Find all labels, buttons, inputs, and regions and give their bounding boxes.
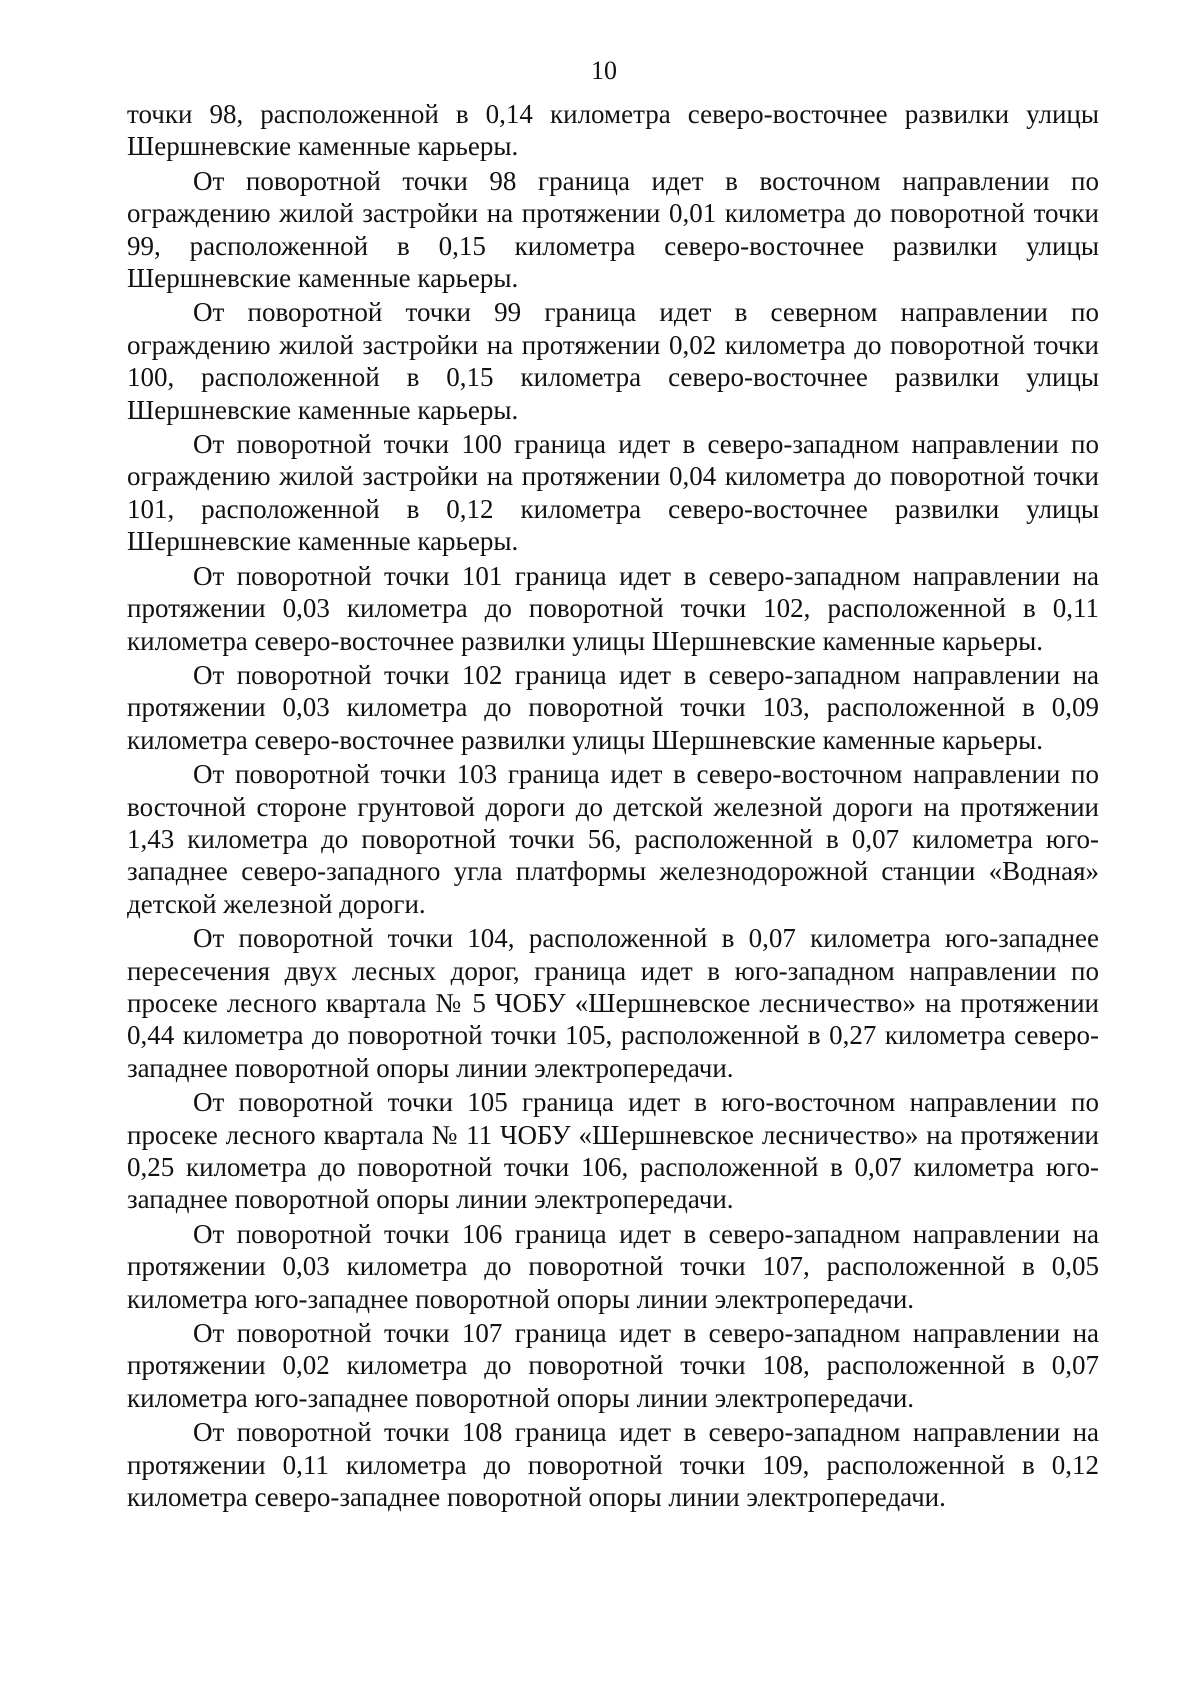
- paragraph-continuation: точки 98, расположенной в 0,14 километра северо-восточнее развилки улицы Шершневские каменные карьеры.: [127, 99, 1099, 162]
- paragraph-point-108: От поворотной точки 108 граница идет в северо-западном направлении на протяжении 0,11 километра до поворотной точки 109, расположенной в 0,12 километра северо-западнее поворотной опоры линии электропередачи.: [127, 1417, 1099, 1513]
- paragraph-point-99: От поворотной точки 99 граница идет в северном направлении по ограждению жилой застройки на протяжении 0,02 километра до поворотной точки 100, расположенной в 0,15 километра северо-восточнее развилки улицы Шершневские каменные карьеры.: [127, 297, 1099, 425]
- paragraph-point-104: От поворотной точки 104, расположенной в 0,07 километра юго-западнее пересечения двух лесных дорог, граница идет в юго-западном направлении по просеке лесного квартала № 5 ЧОБУ «Шершневское лесничество» на протяжении 0,44 километра до поворотной точки 105, расположенной в 0,27 километра северо-западнее поворотной опоры линии электропередачи.: [127, 923, 1099, 1083]
- paragraph-point-98: От поворотной точки 98 граница идет в восточном направлении по ограждению жилой застройки на протяжении 0,01 километра до поворотной точки 99, расположенной в 0,15 километра северо-восточнее развилки улицы Шершневские каменные карьеры.: [127, 165, 1099, 294]
- paragraph-point-105: От поворотной точки 105 граница идет в юго-восточном направлении по просеке лесного квартала № 11 ЧОБУ «Шершневское лесничество» на протяжении 0,25 километра до поворотной точки 106, расположенной в 0,07 километра юго-западнее поворотной опоры линии электропередачи.: [127, 1087, 1099, 1215]
- paragraph-point-102: От поворотной точки 102 граница идет в северо-западном направлении на протяжении 0,03 километра до поворотной точки 103, расположенной в 0,09 километра северо-восточнее развилки улицы Шершневские каменные карьеры.: [127, 659, 1099, 755]
- paragraph-point-100: От поворотной точки 100 граница идет в северо-западном направлении по ограждению жилой застройки на протяжении 0,04 километра до поворотной точки 101, расположенной в 0,12 километра северо-восточнее развилки улицы Шершневские каменные карьеры.: [127, 429, 1099, 557]
- paragraph-point-103: От поворотной точки 103 граница идет в северо-восточном направлении по восточной стороне грунтовой дороги до детской железной дороги на протяжении 1,43 километра до поворотной точки 56, расположенной в 0,07 километра юго-западнее северо-западного угла платформы железнодорожной станции «Водная» детской железной дороги.: [127, 759, 1099, 919]
- document-body: [127, 98, 1099, 1515]
- paragraph-point-107: От поворотной точки 107 граница идет в северо-западном направлении на протяжении 0,02 километра до поворотной точки 108, расположенной в 0,07 километра юго-западнее поворотной опоры линии электропередачи.: [127, 1318, 1099, 1413]
- page-number: 10: [591, 56, 617, 85]
- paragraph-point-101: От поворотной точки 101 граница идет в северо-западном направлении на протяжении 0,03 километра до поворотной точки 102, расположенной в 0,11 километра северо-восточнее развилки улицы Шершневские каменные карьеры.: [127, 560, 1099, 656]
- paragraph-point-106: От поворотной точки 106 граница идет в северо-западном направлении на протяжении 0,03 километра до поворотной точки 107, расположенной в 0,05 километра юго-западнее поворотной опоры линии электропередачи.: [127, 1218, 1099, 1314]
